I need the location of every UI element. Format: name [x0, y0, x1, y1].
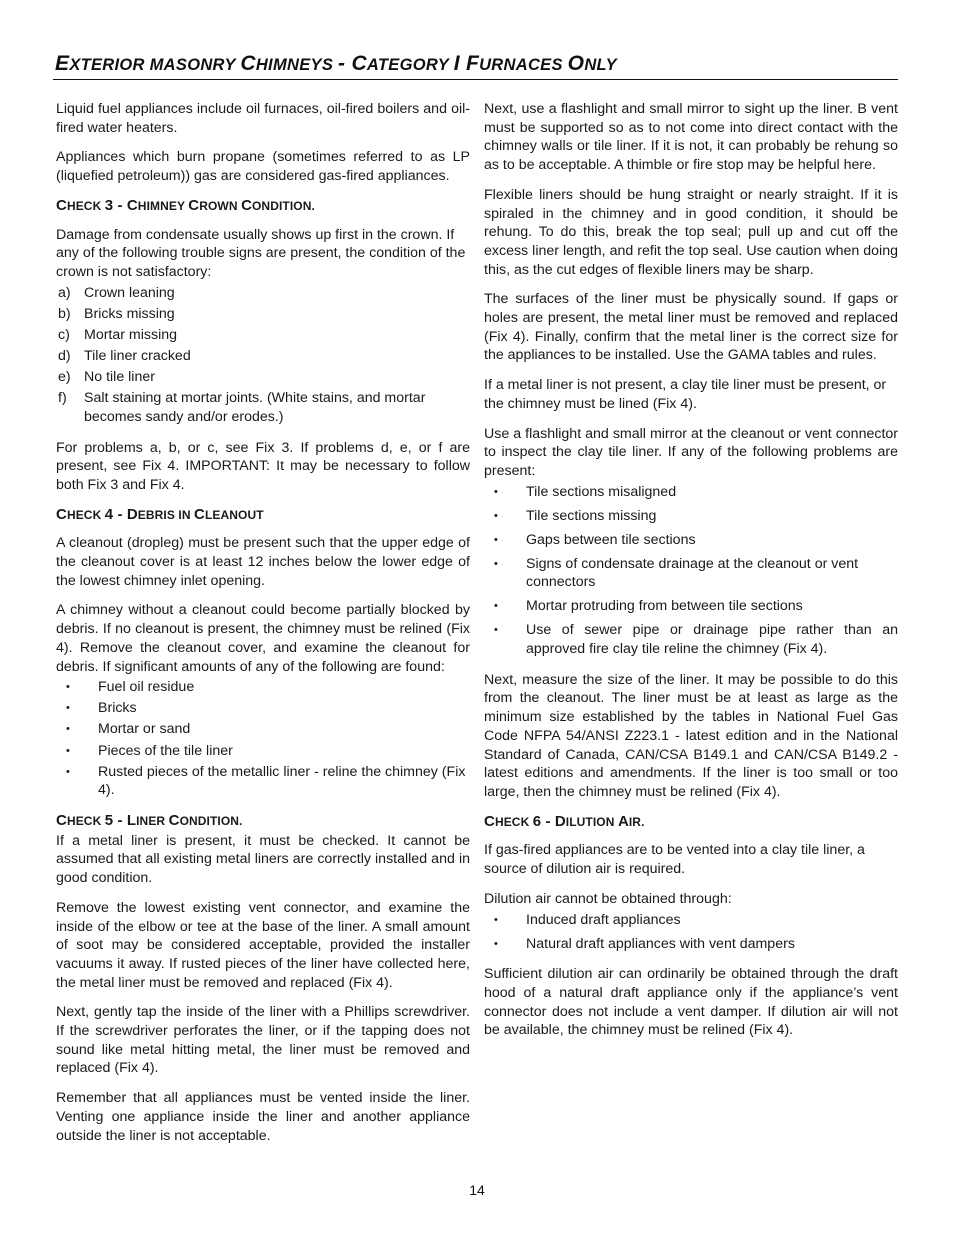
intro-paragraph: Appliances which burn propane (sometimes referred to as LP (liquefied petroleum)) gas are considered gas-fired appliances. [56, 149, 470, 185]
page-number: 14 [469, 1182, 485, 1198]
bullet-icon: • [494, 485, 498, 498]
check-5-paragraph: Next, gently tap the inside of the liner with a Phillips screwdriver. If the screwdriver perforates the liner, or if the tapping does not sound like metal hitting metal, the liner must be removed and replaced (Fix 4). [56, 1004, 470, 1077]
check-6-paragraph: If gas-fired appliances are to be vented into a clay tile liner, a source of dilution air is required. [484, 842, 865, 878]
title-part: CHIMNEYS [240, 52, 339, 75]
list-item: • Mortar protruding from between tile sections [484, 597, 898, 616]
title-part: - CATEGORY [338, 52, 454, 75]
check-6-heading: CHECK 6 - DILUTION AIR. [484, 812, 645, 830]
check-4-paragraph: A chimney without a cleanout could become partially blocked by debris. If no cleanout is present, the chimney must be relined (Fix 4). Remove the cleanout cover, and examine the cleanout for debris. If significant amounts of any of the following are found: [56, 602, 470, 675]
title-part: EXTERIOR MASONRY [55, 52, 241, 75]
list-item: • Bricks [56, 699, 470, 718]
check-5-paragraph: Remove the lowest existing vent connector, and examine the inside of the elbow or tee at the base of the liner. A small amount of soot may be considered acceptable, provided the installer vacuums it away. If rusted pieces of the liner have collected here, the metal liner must be removed and replaced (Fix 4). [56, 899, 470, 991]
list-item: • Signs of condensate drainage at the cleanout or vent connectors [484, 555, 898, 592]
list-item: e) No tile liner [58, 369, 155, 385]
bullet-icon: • [494, 937, 498, 950]
list-item: d) Tile liner cracked [58, 347, 191, 364]
list-item: • Gaps between tile sections [484, 531, 898, 550]
list-item: • Tile sections misaligned [484, 483, 898, 502]
bullet-icon: • [494, 913, 498, 926]
check-6-paragraph: Sufficient dilution air can ordinarily be obtained through the draft hood of a natural draft appliance only if the appliance’s vent connector does not include a vent damper. If dilution air will not be available, the chimney must be relined (Fix 4). [484, 966, 898, 1039]
check-5-paragraph: If a metal liner is present, it must be checked. It cannot be assumed that all existing metal liners are correctly installed and in good condition. [56, 832, 470, 887]
list-item: b) Bricks missing [58, 305, 175, 322]
list-item: • Mortar or sand [56, 720, 470, 739]
bullet-icon: • [66, 723, 70, 736]
check-6-paragraph: Dilution air cannot be obtained through: [484, 890, 732, 907]
bullet-icon: • [66, 765, 70, 778]
list-item: f) Salt staining at mortar joints. (White stains, and mortar becomes sandy and/or erodes.) [58, 390, 426, 425]
title-divider [53, 79, 898, 80]
liner-paragraph: If a metal liner is not present, a clay tile liner must be present, or the chimney must be lined (Fix 4). [484, 377, 887, 412]
liner-paragraph: Flexible liners should be hung straight or nearly straight. If it is spiraled in the chimney and in good condition, it should be rehung. To do this, break the top seal; pull up and cut off the excess liner length, and refit the top seal. Use caution when doing this, as the cut edges of flexible liners may be sharp. [484, 186, 898, 278]
bullet-icon: • [494, 533, 498, 546]
list-item: • Use of sewer pipe or drainage pipe rather than an approved fire clay tile reline the chimney (Fix 4). [484, 621, 898, 658]
bullet-icon: • [494, 600, 498, 613]
crown-trouble-signs-list [56, 284, 470, 427]
bullet-icon: • [494, 557, 498, 570]
check-4-paragraph: A cleanout (dropleg) must be present such that the upper edge of the cleanout cover is at least 12 inches below the lower edge of the lowest chimney inlet opening. [56, 535, 470, 589]
list-item: a) Crown leaning [58, 284, 175, 301]
check-3-heading: CHECK 3 - CHIMNEY CROWN CONDITION. [56, 196, 315, 214]
title-part: I FURNACES [453, 52, 568, 75]
list-item: • Induced draft appliances [484, 911, 898, 930]
list-item: c) Mortar missing [58, 326, 178, 343]
title-part: ONLY [567, 52, 617, 75]
tile-liner-problems-list [484, 483, 898, 659]
list-item: • Rusted pieces of the metallic liner - reline the chimney (Fix 4). [56, 763, 470, 800]
check-4-heading: CHECK 4 - DEBRIS IN CLEANOUT [56, 505, 264, 523]
bullet-icon: • [66, 702, 70, 715]
right-column [484, 100, 898, 1051]
intro-paragraph: Liquid fuel appliances include oil furnaces, oil-fired boilers and oil-fired water heaters. [56, 101, 470, 136]
liner-paragraph: The surfaces of the liner must be physically sound. If gaps or holes are present, the metal liner must be removed and replaced (Fix 4). Finally, confirm that the metal liner is the correct size for the appliances to be installed. Use the GAMA tables and rules. [484, 291, 898, 364]
left-column [56, 100, 470, 1156]
list-item: • Pieces of the tile liner [56, 742, 470, 761]
check-3-paragraph: Damage from condensate usually shows up first in the crown. If any of the following trouble signs are present, the condition of the crown is not satisfactory: [56, 226, 466, 280]
liner-paragraph: Next, use a flashlight and small mirror to sight up the liner. B vent must be supported so as to not come into direct contact with the chimney walls or tile liner. If it is not, it can probably be rehung so as to be acceptable. A thimble or fire stop may be helpful here. [484, 101, 898, 174]
liner-paragraph: Use a flashlight and small mirror at the cleanout or vent connector to inspect the clay tile liner. If any of the following problems are present: [484, 425, 898, 479]
liner-size-paragraph: Next, measure the size of the liner. It may be possible to do this from the cleanout. The liner must be at least as large as the minimum size established by the tables in National Fuel Gas Code NFPA 54/ANSI Z223.1 - latest edition and in the National Standard of Canada, CAN/CSA B149.1 and CAN/CSA B149.2 - latest editions and amendments. If the liner is too small or too large, then the chimney must be relined (Fix 4). [484, 671, 898, 800]
bullet-icon: • [494, 509, 498, 522]
check-5-heading: CHECK 5 - LINER CONDITION. [56, 812, 243, 830]
debris-list [56, 678, 470, 800]
check-5-paragraph: Remember that all appliances must be vented inside the liner. Venting one appliance inside the liner and another appliance outside the liner is not acceptable. [56, 1090, 470, 1144]
list-item: • Natural draft appliances with vent dampers [484, 935, 898, 954]
bullet-icon: • [494, 624, 498, 637]
dilution-air-exclusions-list [484, 911, 898, 954]
check-3-paragraph: For problems a, b, or c, see Fix 3. If problems d, e, or f are present, see Fix 4. IMPORTANT: It may be necessary to follow both Fix 3 and Fix 4. [56, 439, 470, 493]
bullet-icon: • [66, 744, 70, 757]
bullet-icon: • [66, 681, 70, 694]
list-item: • Tile sections missing [484, 507, 898, 526]
page-title [55, 52, 617, 76]
list-item: • Fuel oil residue [56, 678, 470, 697]
